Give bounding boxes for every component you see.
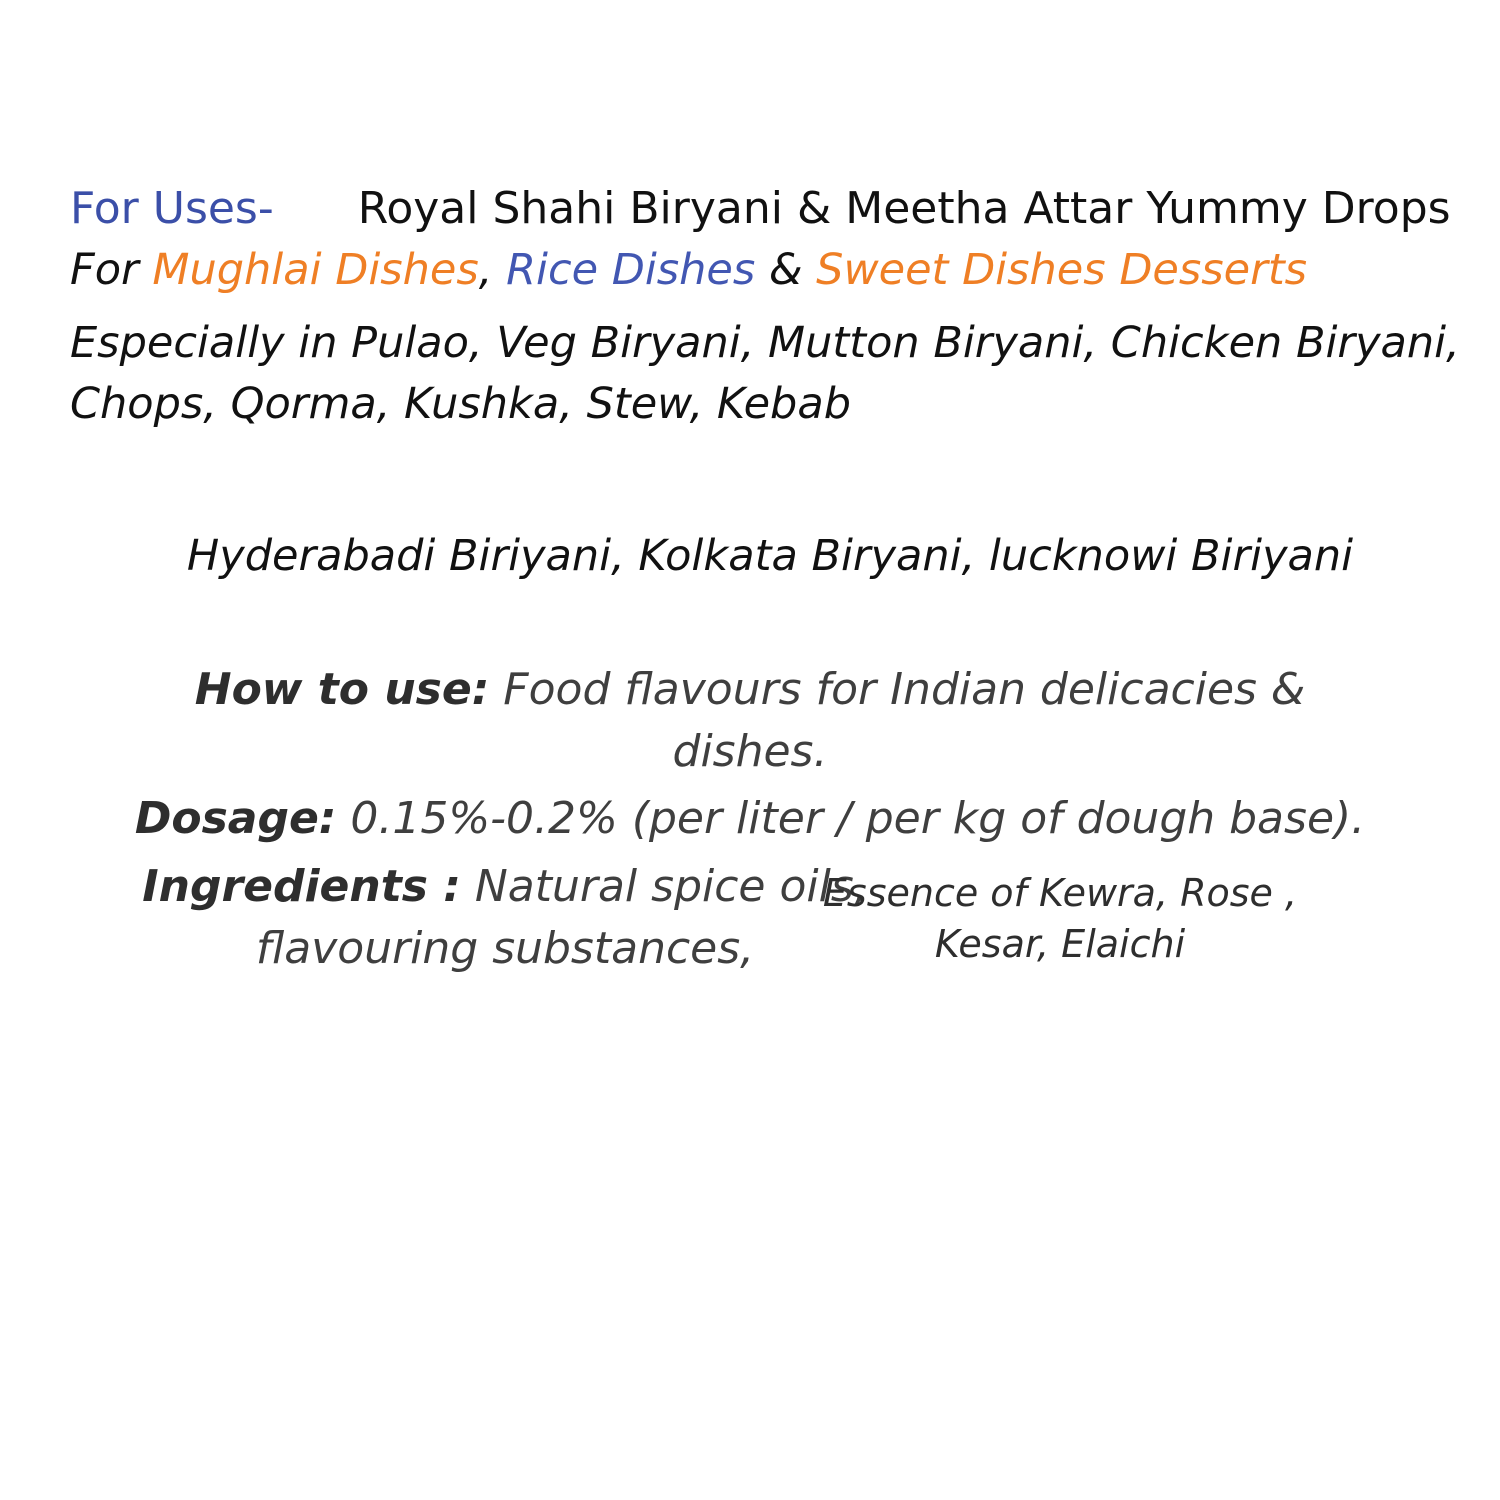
dosage-value: 0.15%-0.2% (per liter / per kg of dough base). (336, 793, 1366, 845)
ingredients-label: Ingredients : (142, 860, 461, 912)
for-uses-label: For Uses- (70, 183, 274, 234)
dishes-separator-2: & (755, 245, 817, 296)
how-to-use-label: How to use: (194, 664, 490, 716)
regional-biryani-line: Hyderabadi Biriyani, Kolkata Biryani, lucknowi Biriyani (186, 531, 1354, 582)
uses-block (70, 180, 1460, 435)
dishes-prefix: For (70, 245, 153, 296)
dish-category-mughlai: Mughlai Dishes (152, 245, 479, 296)
dish-category-sweet: Sweet Dishes Desserts (816, 245, 1308, 296)
dosage-label: Dosage: (134, 793, 337, 845)
dish-category-rice: Rice Dishes (506, 245, 756, 296)
dishes-separator-1: , (478, 245, 507, 296)
especially-line-1: Especially in Pulao, Veg Biryani, Mutton Biryani, Chicken Biryani, (70, 318, 1460, 369)
usage-details-block (70, 659, 1430, 979)
product-title: Royal Shahi Biryani & Meetha Attar Yummy Drops (357, 183, 1451, 234)
how-to-use-paragraph (130, 659, 1370, 782)
how-to-use-value: Food flavours for Indian delicacies & dishes. (489, 664, 1306, 777)
especially-line-2: Chops, Qorma, Kushka, Stew, Kebab (70, 379, 851, 430)
ingredients-value: Natural spice oils, flavouring substances, (255, 860, 868, 974)
ingredients-extra: Essence of Kewra, Rose , Kesar, Elaichi (822, 870, 1298, 966)
uses-heading-line (70, 180, 1451, 237)
dish-categories-line (70, 243, 1430, 299)
dosage-paragraph (130, 788, 1370, 850)
ingredients-paragraph (130, 856, 1370, 979)
